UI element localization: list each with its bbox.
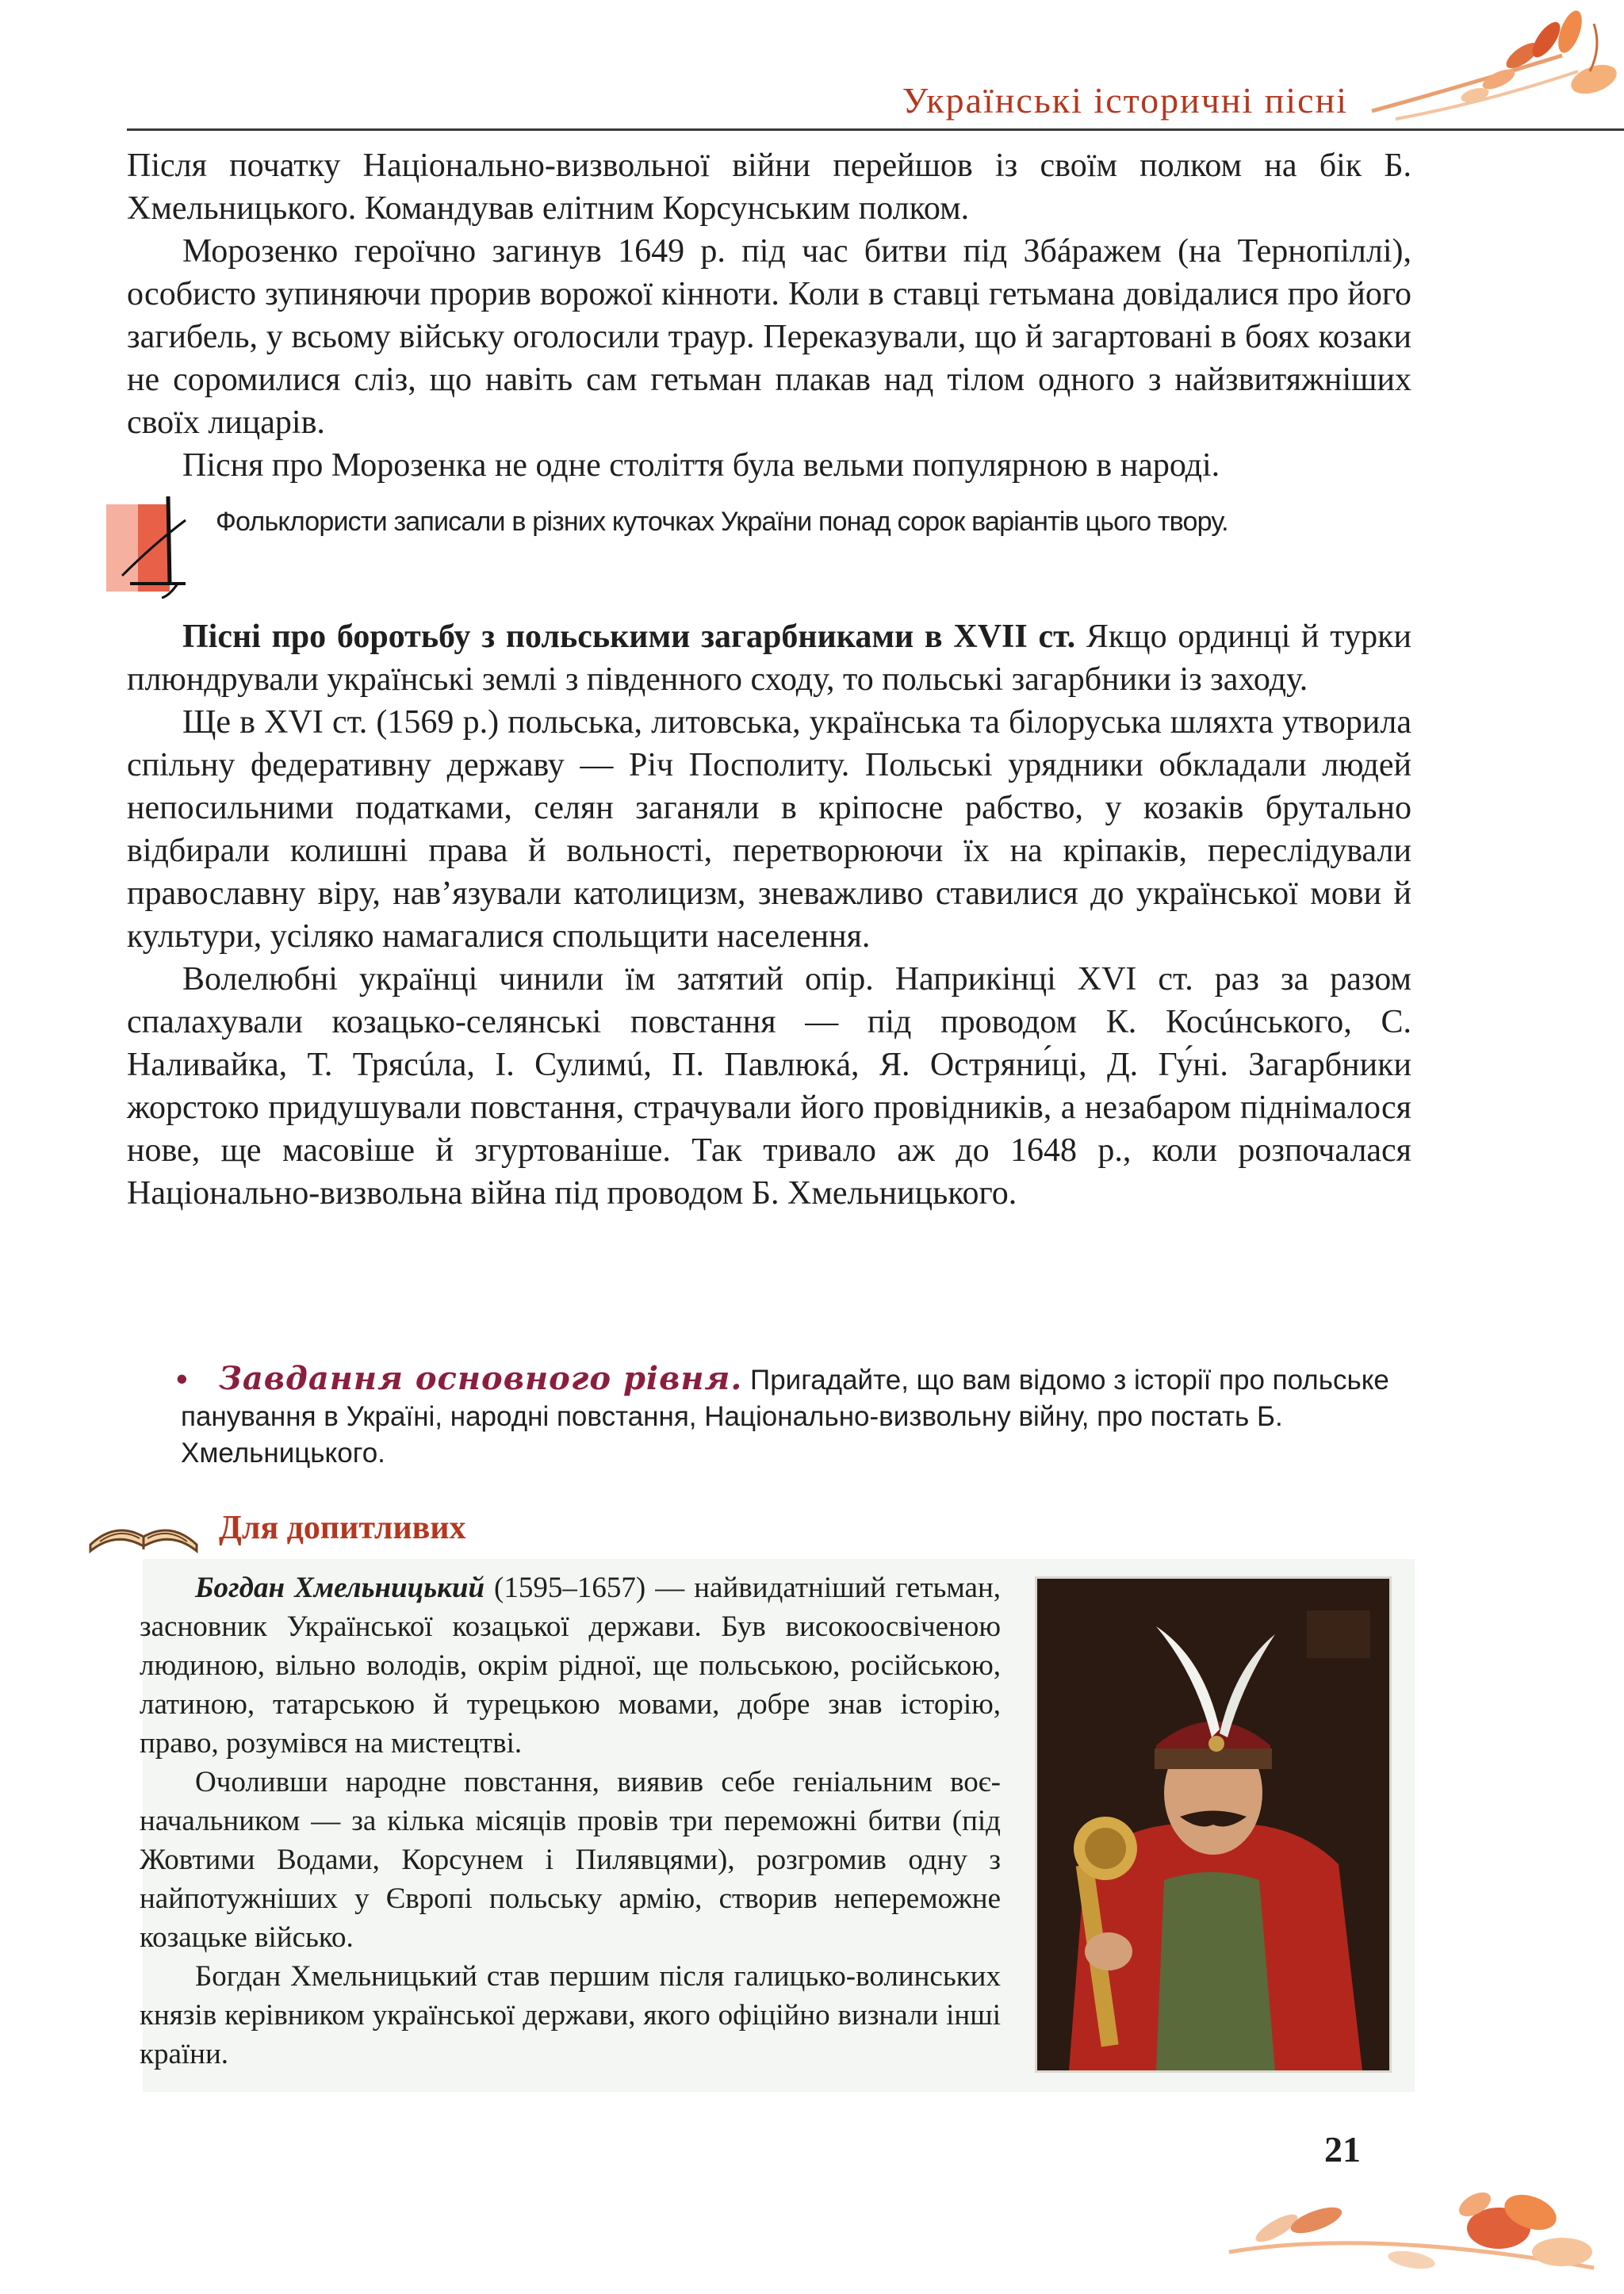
curious-p3: Богдан Хмельницький став першим після галицько-волинських князів керівником української держави, якого офіційно визнали інші країни.	[140, 1960, 1001, 2070]
page-number: 21	[1324, 2129, 1361, 2170]
running-header-title: Українські історичні пісні	[902, 80, 1348, 121]
paragraph: Морозенко героїчно загинув 1649 р. під час битви під Збáражем (на Тернопіллі), особисто зупиняючи прорив ворожої кінноти. Коли в ставці гетьмана довідалися про його загибель, у всьому війську оголосили траур. Переказували, що й загартовані в боях козаки не соромилися сліз, що навіть сам гетьман плакав над тілом одного з найзвитяжніших своїх лицарів.	[127, 233, 1411, 441]
floral-ornament-top-icon	[1364, 8, 1624, 143]
section-heading: Пісні про боротьбу з польськими загарбниками в XVII ст.	[182, 618, 1076, 655]
folklore-note: Фольклористи записали в різних куточках України понад сорок варіантів цього твору.	[216, 507, 1228, 537]
body-text-section	[127, 615, 1411, 1215]
paragraph: Волелюбні українці чинили їм затятий опір. Наприкінці XVI ст. раз за разом спалахували козацько-селянські повстання — під проводом К. Косúнського, С. Наливайка, Т. Трясúла, І. Сулимú, П. Павлюкá, Я. Остряни́ці, Д. Гу́ні. Загарбники жорстоко придушували повстання, страчували його провідників, а незабаром піднімалося нове, ще масовіше й згуртованіше. Так тривало аж до 1648 р., коли розпочалася Національно-визвольна війна під проводом Б. Хмельницького.	[127, 961, 1411, 1212]
body-text-top	[127, 144, 1411, 487]
note-marker-icon	[106, 496, 193, 599]
section-lead: Якщо ординці й турки плюндрували українські землі з південного сходу, то польські загарбники із заходу.	[127, 618, 1411, 698]
bullet-icon: •	[176, 1360, 188, 1397]
curious-p2: Очоливши народне повстання, виявив себе геніальним воє-начальником — за кілька місяців провів три переможні битви (під Жовтими Водами, Корсунем і Пилявцями), розгромив одну з найпотужніших у Європі польську армію, створив непереможне козацьке військо.	[140, 1766, 1001, 1954]
task-label: Завдання основного рівня.	[219, 1360, 743, 1397]
curious-text	[140, 1568, 1001, 2074]
floral-ornament-bottom-icon	[1213, 2133, 1624, 2294]
curious-title: Для допитливих	[219, 1510, 466, 1546]
task-text: Пригадайте, що вам відомо з історії про польське панування в Україні, народні повстання, Національно-визвольну війну, про постать Б. Хмельницького.	[181, 1365, 1389, 1469]
curious-name: Богдан Хмельницький	[195, 1572, 485, 1604]
task-bullet	[176, 1360, 1418, 1472]
paragraph: Після початку Національно-визвольної війни перейшов із своїм полком на бік Б. Хмельницького. Командував елітним Корсунським полком.	[127, 147, 1411, 227]
paragraph: Пісня про Морозенка не одне століття була вельми популярною в народі.	[182, 447, 1220, 484]
khmelnytsky-portrait	[1037, 1579, 1389, 2070]
paragraph: Ще в XVI ст. (1569 р.) польська, литовська, українська та білоруська шляхта утворила спільну федеративну державу — Річ Посполиту. Польські урядники обкладали людей непосильними податками, селян заганяли в кріпосне рабство, у козаків брутально відбирали колишні права й вольності, перетворюючи їх на кріпаків, переслідували православну віру, нав’язували католицизм, зневажливо ставилися до української мови й культури, усіляко намагалися спольщити населення.	[127, 704, 1411, 955]
open-book-icon	[84, 1505, 203, 1556]
curious-p1: (1595–1657) — найвидатніший гетьман, засновник Української козацької держави. Був високоосвіченою людиною, вільно володів, окрім рідної, ще польською, російською, латиною, татарською й турецькою мовами, добре знав історію, право, розумівся на мистецтві.	[140, 1572, 1002, 1760]
